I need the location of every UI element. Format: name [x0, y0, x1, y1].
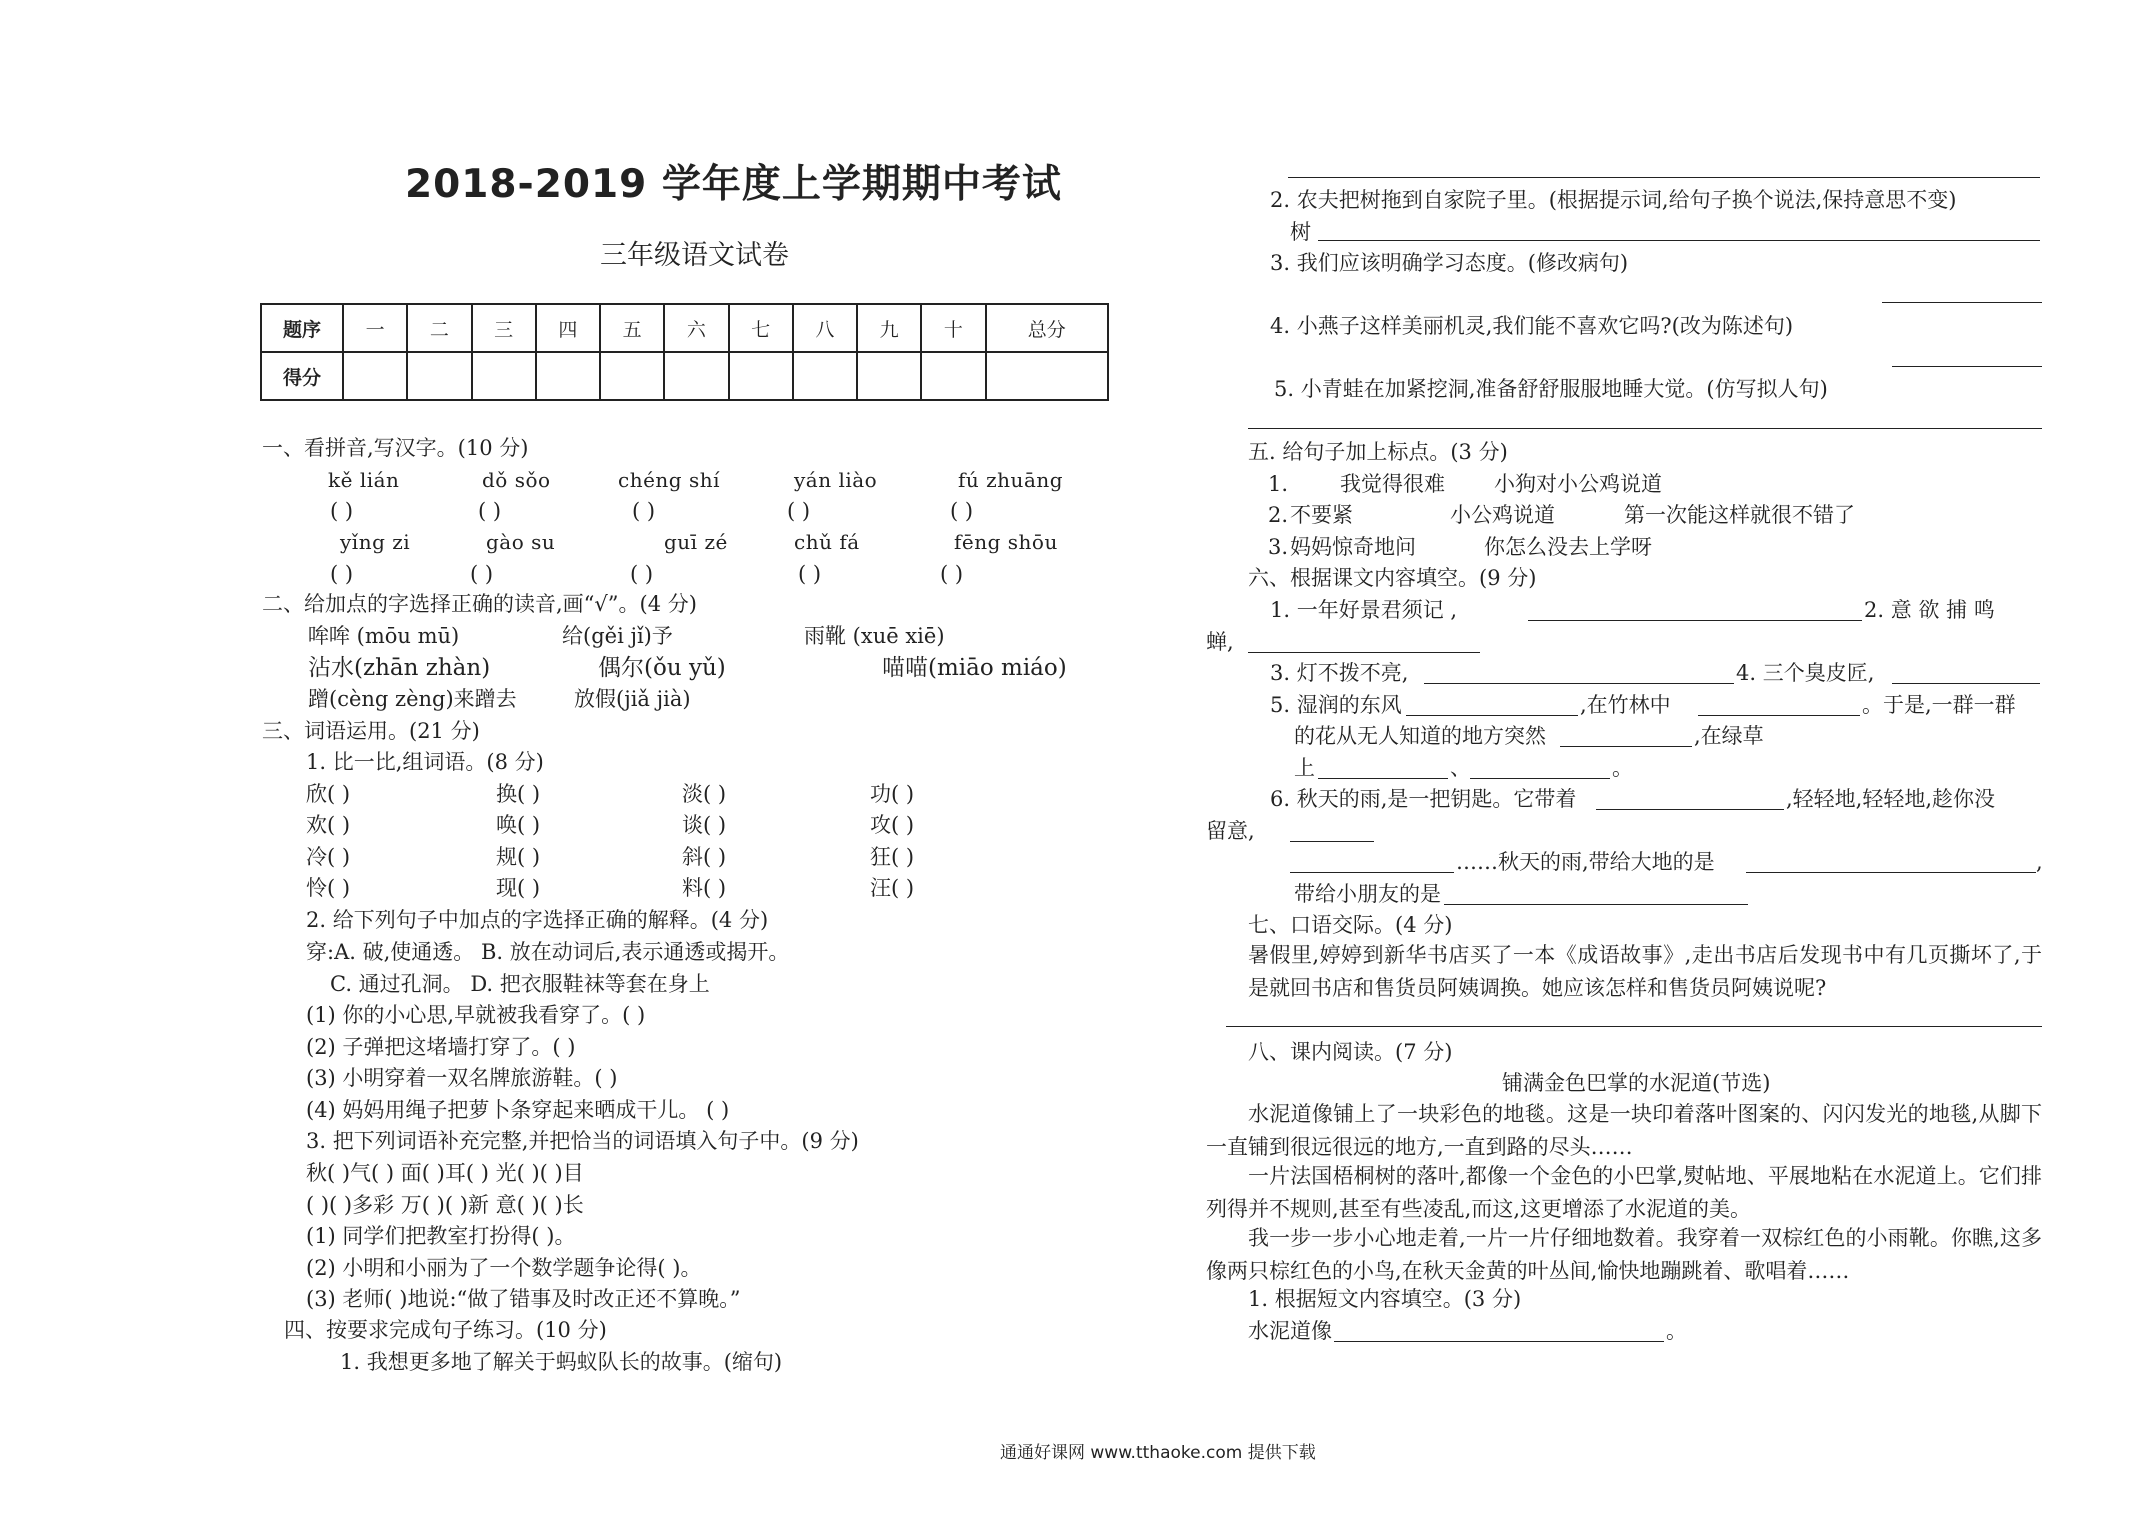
reading-choice[interactable]: 沾水(zhān zhàn)	[308, 655, 491, 681]
fill-label: ,	[2036, 850, 2043, 874]
answer-line[interactable]	[1892, 683, 2040, 684]
reading-choice[interactable]: 给(gěi jǐ)予	[562, 624, 673, 648]
word-item[interactable]: 斜( )	[682, 845, 727, 869]
answer-line[interactable]	[1290, 841, 1374, 842]
answer-line[interactable]	[1892, 366, 2042, 367]
reading-choice[interactable]: 哞哞 (mōu mū)	[308, 624, 460, 648]
question-label: 2. 给下列句子中加点的字选择正确的解释。(4 分)	[306, 908, 769, 932]
pinyin-item: guī zé	[664, 530, 728, 554]
punctuation-fragment: 我觉得很难	[1340, 472, 1445, 496]
idiom-fill[interactable]: ( )( )多彩 万( )( )新 意( )( )长	[306, 1193, 584, 1217]
fill-label: 留意,	[1206, 819, 1255, 843]
question-label: 4. 小燕子这样美丽机灵,我们能不喜欢它吗?(改为陈述句)	[1270, 314, 1794, 338]
table-cell: 九	[857, 304, 921, 352]
answer-line[interactable]	[1318, 778, 1448, 779]
section2-heading: 二、给加点的字选择正确的读音,画“√”。(4 分)	[262, 592, 697, 616]
fill-label: 。	[1666, 1319, 1687, 1343]
reading-choice[interactable]: 蹭(cèng zèng)来蹭去	[308, 687, 517, 711]
answer-line[interactable]	[1560, 746, 1692, 747]
word-item[interactable]: 怜( )	[306, 876, 351, 900]
answer-line[interactable]	[1288, 177, 2040, 178]
word-item[interactable]: 规( )	[496, 845, 541, 869]
question-label: 5. 小青蛙在加紧挖洞,准备舒舒服服地睡大觉。(仿写拟人句)	[1274, 377, 1828, 401]
answer-line[interactable]	[1882, 302, 2042, 303]
fill-label: 。	[1612, 756, 1633, 780]
answer-line[interactable]	[1406, 715, 1578, 716]
section1-heading: 一、看拼音,写汉字。(10 分)	[262, 436, 529, 460]
score-cell[interactable]	[472, 352, 536, 400]
answer-paren[interactable]: ( )	[940, 562, 964, 586]
answer-line[interactable]	[1528, 620, 1862, 621]
word-item[interactable]: 汪( )	[870, 876, 915, 900]
score-cell[interactable]	[729, 352, 793, 400]
answer-line[interactable]	[1318, 240, 2040, 241]
fill-label: 。于是,一群一群	[1862, 693, 2016, 717]
fill-label: ,在竹林中	[1580, 693, 1671, 717]
passage-paragraph: 我一步一步小心地走着,一片一片仔细地数着。我穿着一双棕红色的小雨靴。你瞧,这多像两只棕红色的小鸟,在秋天金黄的叶丛间,愉快地蹦跳着、歌唱着……	[1206, 1226, 2042, 1283]
score-cell[interactable]	[986, 352, 1109, 400]
answer-paren[interactable]: ( )	[632, 499, 656, 523]
fill-label: 5. 湿润的东风	[1270, 693, 1402, 717]
answer-line[interactable]	[1424, 683, 1734, 684]
word-item[interactable]: 料( )	[682, 876, 727, 900]
item-number: 3.	[1268, 535, 1289, 559]
table-cell: 得分	[261, 352, 343, 400]
score-cell[interactable]	[407, 352, 471, 400]
answer-paren[interactable]: ( )	[478, 499, 502, 523]
score-table	[260, 303, 1109, 401]
score-table-score-row	[261, 352, 1108, 400]
section8-heading: 八、课内阅读。(7 分)	[1248, 1040, 1453, 1064]
pinyin-item: yán liào	[794, 468, 878, 492]
table-cell: 二	[407, 304, 471, 352]
question-label: 3. 我们应该明确学习态度。(修改病句)	[1270, 251, 1629, 275]
fill-label: ,在绿草	[1694, 724, 1764, 748]
punctuation-fragment: 第一次能这样就很不错了	[1624, 503, 1855, 527]
question-label: 2. 农夫把树拖到自家院子里。(根据提示词,给句子换个说法,保持意思不变)	[1270, 188, 1957, 212]
answer-line[interactable]	[1698, 715, 1860, 716]
section6-heading: 六、根据课文内容填空。(9 分)	[1248, 566, 1537, 590]
sentence-item[interactable]: (4) 妈妈用绳子把萝卜条穿起来晒成干儿。 ( )	[306, 1098, 730, 1122]
fill-label: ,轻轻地,轻轻地,趁你没	[1786, 787, 1996, 811]
score-cell[interactable]	[536, 352, 600, 400]
word-item[interactable]: 攻( )	[870, 813, 915, 837]
item-number: 1.	[1268, 472, 1289, 496]
fill-label: 上	[1294, 756, 1315, 780]
score-cell[interactable]	[857, 352, 921, 400]
score-cell[interactable]	[600, 352, 664, 400]
passage-paragraph: 一片法国梧桐树的落叶,都像一个金色的小巴掌,熨帖地、平展地粘在水泥道上。它们排列得并不规则,甚至有些凌乱,而这,这更增添了水泥道的美。	[1206, 1164, 2042, 1221]
table-cell: 七	[729, 304, 793, 352]
exam-title: 2018-2019 学年度上学期期中考试	[405, 162, 1062, 207]
answer-line[interactable]	[1248, 428, 2042, 429]
fill-label: 、	[1450, 756, 1471, 780]
word-item[interactable]: 功( )	[870, 782, 915, 806]
word-item[interactable]: 欢( )	[306, 813, 351, 837]
dialogue-prompt: 暑假里,婷婷到新华书店买了一本《成语故事》,走出书店后发现书中有几页撕坏了,于是就回书店和售货员阿姨调换。她应该怎样和售货员阿姨说呢?	[1248, 943, 2042, 1000]
punctuation-fragment: 小公鸡说道	[1450, 503, 1555, 527]
fill-label: 6. 秋天的雨,是一把钥匙。它带着	[1270, 787, 1577, 811]
punctuation-fragment: 小狗对小公鸡说道	[1494, 472, 1662, 496]
passage-paragraph: 水泥道像铺上了一块彩色的地毯。这是一块印着落叶图案的、闪闪发光的地毯,从脚下一直铺到很远很远的地方,一直到路的尽头……	[1206, 1102, 2043, 1159]
answer-line[interactable]	[1746, 872, 2036, 873]
pinyin-item: fēng shōu	[954, 530, 1058, 554]
word-item[interactable]: 淡( )	[682, 782, 727, 806]
sentence-item[interactable]: (3) 小明穿着一双名牌旅游鞋。( )	[306, 1066, 618, 1090]
idiom-fill[interactable]: 秋( )气( ) 面( )耳( ) 光( )( )目	[306, 1161, 584, 1185]
score-cell[interactable]	[664, 352, 728, 400]
item-number: 2.	[1268, 503, 1289, 527]
table-cell: 一	[343, 304, 407, 352]
pinyin-item: yǐng zi	[340, 530, 411, 554]
table-cell: 题序	[261, 304, 343, 352]
fill-label: 带给小朋友的是	[1294, 882, 1441, 906]
table-cell: 三	[472, 304, 536, 352]
word-item[interactable]: 欣( )	[306, 782, 351, 806]
sentence-item[interactable]: (1) 同学们把教室打扮得( )。	[306, 1224, 576, 1248]
question-label: 1. 根据短文内容填空。(3 分)	[1248, 1287, 1522, 1311]
answer-line[interactable]	[1470, 778, 1610, 779]
answer-line[interactable]	[1226, 1026, 2042, 1027]
reading-choice[interactable]: 雨靴 (xuē xiē)	[804, 624, 945, 648]
word-item[interactable]: 换( )	[496, 782, 541, 806]
table-cell: 四	[536, 304, 600, 352]
pinyin-item: chǔ fá	[794, 530, 860, 554]
score-cell[interactable]	[343, 352, 407, 400]
table-cell: 八	[793, 304, 857, 352]
answer-paren[interactable]: ( )	[330, 499, 354, 523]
word-item[interactable]: 现( )	[496, 876, 541, 900]
answer-paren[interactable]: ( )	[787, 499, 811, 523]
reading-choice[interactable]: 放假(jiǎ jià)	[574, 687, 691, 711]
punctuation-fragment: 妈妈惊奇地问	[1290, 535, 1416, 559]
score-table-header-row	[261, 304, 1108, 352]
question-options: C. 通过孔洞。 D. 把衣服鞋袜等套在身上	[330, 972, 710, 996]
answer-line[interactable]	[1444, 904, 1748, 905]
hint-word: 树	[1290, 220, 1311, 244]
table-cell: 五	[600, 304, 664, 352]
pinyin-item: kě lián	[328, 468, 400, 492]
fill-label: 4. 三个臭皮匠,	[1736, 661, 1875, 685]
sentence-item[interactable]: (3) 老师( )地说:“做了错事及时改正还不算晚。”	[306, 1287, 741, 1311]
answer-paren[interactable]: ( )	[798, 562, 822, 586]
sentence-item[interactable]: (2) 子弹把这堵墙打穿了。( )	[306, 1035, 576, 1059]
punctuation-fragment: 你怎么没去上学呀	[1484, 535, 1652, 559]
word-item[interactable]: 谈( )	[682, 813, 727, 837]
pinyin-item: fú zhuāng	[958, 468, 1064, 492]
footer-credit: 通通好课网 www.tthaoke.com 提供下载	[1000, 1443, 1316, 1463]
fill-label: 1. 一年好景君须记 ,	[1270, 598, 1458, 622]
question-label: 1. 我想更多地了解关于蚂蚁队长的故事。(缩句)	[340, 1350, 783, 1374]
answer-line[interactable]	[1334, 1341, 1664, 1342]
fill-label: 蝉,	[1206, 630, 1234, 654]
passage-title: 铺满金色巴掌的水泥道(节选)	[1502, 1071, 1771, 1095]
question-label: 3. 把下列词语补充完整,并把恰当的词语填入句子中。(9 分)	[306, 1129, 859, 1153]
answer-line[interactable]	[1596, 809, 1784, 810]
answer-paren[interactable]: ( )	[630, 562, 654, 586]
answer-line[interactable]	[1248, 652, 1480, 653]
question-options: 穿:A. 破,使通透。 B. 放在动词后,表示通透或揭开。	[306, 940, 790, 964]
answer-paren[interactable]: ( )	[470, 562, 494, 586]
answer-paren[interactable]: ( )	[330, 562, 354, 586]
reading-choice[interactable]: 偶尔(ǒu yǔ)	[598, 655, 726, 681]
word-item[interactable]: 狂( )	[870, 845, 915, 869]
section4-heading: 四、按要求完成句子练习。(10 分)	[284, 1318, 607, 1342]
pinyin-item: dǒ sǒo	[482, 468, 551, 492]
answer-paren[interactable]: ( )	[950, 499, 974, 523]
exam-subtitle: 三年级语文试卷	[600, 240, 789, 271]
fill-label: 水泥道像	[1248, 1319, 1332, 1343]
pinyin-item: gào su	[486, 530, 556, 554]
word-item[interactable]: 唤( )	[496, 813, 541, 837]
table-cell: 总分	[986, 304, 1109, 352]
pinyin-item: chéng shí	[618, 468, 720, 492]
fill-label: 的花从无人知道的地方突然	[1294, 724, 1546, 748]
question-label: 1. 比一比,组词语。(8 分)	[306, 750, 544, 774]
fill-label: 2. 意 欲 捕 鸣	[1864, 598, 1995, 622]
sentence-item[interactable]: (1) 你的小心思,早就被我看穿了。( )	[306, 1003, 646, 1027]
section5-heading: 五. 给句子加上标点。(3 分)	[1248, 440, 1508, 464]
sentence-item[interactable]: (2) 小明和小丽为了一个数学题争论得( )。	[306, 1256, 702, 1280]
punctuation-fragment: 不要紧	[1290, 503, 1353, 527]
section3-heading: 三、词语运用。(21 分)	[262, 719, 480, 743]
word-item[interactable]: 冷( )	[306, 845, 351, 869]
score-cell[interactable]	[921, 352, 985, 400]
answer-line[interactable]	[1290, 872, 1454, 873]
table-cell: 十	[921, 304, 985, 352]
reading-choice[interactable]: 喵喵(miāo miáo)	[882, 655, 1067, 681]
fill-label: ……秋天的雨,带给大地的是	[1456, 850, 1715, 874]
table-cell: 六	[664, 304, 728, 352]
score-cell[interactable]	[793, 352, 857, 400]
section7-heading: 七、口语交际。(4 分)	[1248, 913, 1453, 937]
fill-label: 3. 灯不拨不亮,	[1270, 661, 1409, 685]
